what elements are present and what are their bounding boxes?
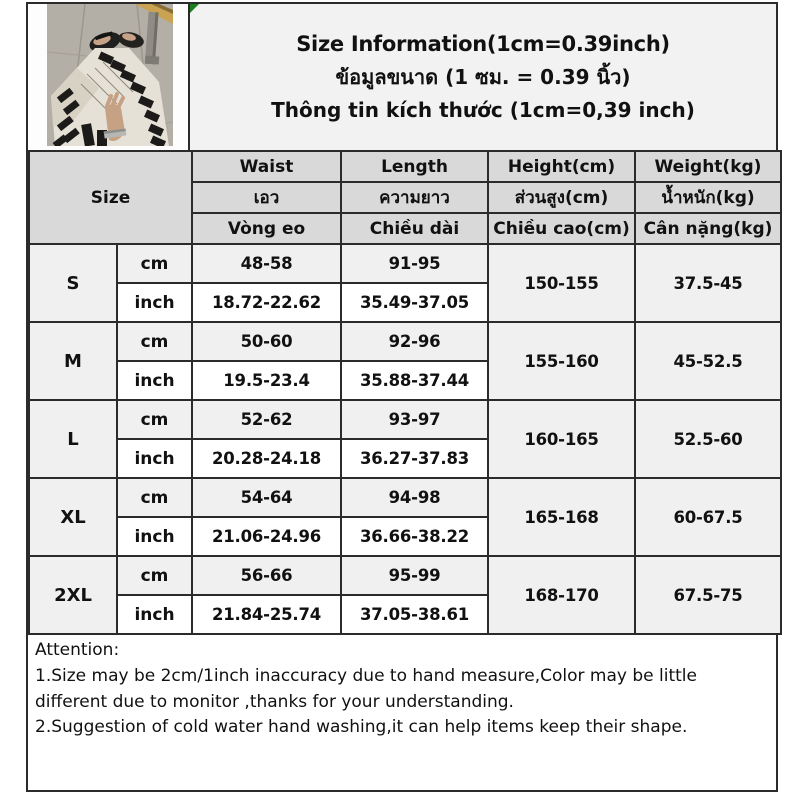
s-height: 150-155 <box>488 244 635 322</box>
s-length-inch: 35.49-37.05 <box>341 283 488 322</box>
col-waist-vi: Vòng eo <box>192 213 341 244</box>
corner-marker-icon <box>190 4 199 13</box>
col-height-vi: Chiều cao(cm) <box>488 213 635 244</box>
unit-cm: cm <box>117 400 192 439</box>
row-l-cm <box>29 400 781 439</box>
unit-inch: inch <box>117 283 192 322</box>
attention-note-2: 2.Suggestion of cold water hand washing,it can help items keep their shape. <box>35 717 688 738</box>
unit-inch: inch <box>117 361 192 400</box>
size-label-2xl: 2XL <box>29 556 117 634</box>
size-label-l: L <box>29 400 117 478</box>
row-2xl-cm <box>29 556 781 595</box>
unit-inch: inch <box>117 517 192 556</box>
2xl-length-cm: 95-99 <box>341 556 488 595</box>
2xl-waist-inch: 21.84-25.74 <box>192 595 341 634</box>
m-waist-cm: 50-60 <box>192 322 341 361</box>
unit-cm: cm <box>117 322 192 361</box>
title-band <box>28 4 776 150</box>
size-label-m: M <box>29 322 117 400</box>
m-length-cm: 92-96 <box>341 322 488 361</box>
attention-heading: Attention: <box>35 640 120 660</box>
m-length-inch: 35.88-37.44 <box>341 361 488 400</box>
s-length-cm: 91-95 <box>341 244 488 283</box>
xl-waist-inch: 21.06-24.96 <box>192 517 341 556</box>
header-row-en <box>29 151 781 182</box>
title-cell <box>190 4 776 150</box>
size-header-cell: Size <box>29 151 192 244</box>
m-waist-inch: 19.5-23.4 <box>192 361 341 400</box>
s-waist-inch: 18.72-22.62 <box>192 283 341 322</box>
l-weight: 52.5-60 <box>635 400 781 478</box>
s-weight: 37.5-45 <box>635 244 781 322</box>
l-waist-cm: 52-62 <box>192 400 341 439</box>
unit-cm: cm <box>117 478 192 517</box>
col-weight-th: น้ำหนัก(kg) <box>635 182 781 213</box>
unit-inch: inch <box>117 439 192 478</box>
attention-note-1: 1.Size may be 2cm/1inch inaccuracy due to hand measure,Color may be little different due to monitor ,thanks for your understanding. <box>35 665 697 712</box>
size-chart-sheet <box>26 2 778 792</box>
xl-waist-cm: 54-64 <box>192 478 341 517</box>
row-xl-cm <box>29 478 781 517</box>
xl-height: 165-168 <box>488 478 635 556</box>
col-waist-th: เอว <box>192 182 341 213</box>
2xl-length-inch: 37.05-38.61 <box>341 595 488 634</box>
col-height-en: Height(cm) <box>488 151 635 182</box>
s-waist-cm: 48-58 <box>192 244 341 283</box>
2xl-height: 168-170 <box>488 556 635 634</box>
l-length-inch: 36.27-37.83 <box>341 439 488 478</box>
xl-weight: 60-67.5 <box>635 478 781 556</box>
title-thai: ข้อมูลขนาด (1 ซม. = 0.39 นิ้ว) <box>335 65 631 89</box>
title-english: Size Information(1cm=0.39inch) <box>296 32 670 56</box>
col-length-en: Length <box>341 151 488 182</box>
unit-cm: cm <box>117 556 192 595</box>
size-label-s: S <box>29 244 117 322</box>
attention-box <box>28 635 776 790</box>
col-waist-en: Waist <box>192 151 341 182</box>
row-s-cm <box>29 244 781 283</box>
col-height-th: ส่วนสูง(cm) <box>488 182 635 213</box>
2xl-weight: 67.5-75 <box>635 556 781 634</box>
unit-inch: inch <box>117 595 192 634</box>
size-label-xl: XL <box>29 478 117 556</box>
l-height: 160-165 <box>488 400 635 478</box>
col-weight-vi: Cân nặng(kg) <box>635 213 781 244</box>
unit-cm: cm <box>117 244 192 283</box>
m-weight: 45-52.5 <box>635 322 781 400</box>
l-waist-inch: 20.28-24.18 <box>192 439 341 478</box>
size-table <box>28 150 782 635</box>
product-photo-cell <box>28 4 190 150</box>
xl-length-inch: 36.66-38.22 <box>341 517 488 556</box>
l-length-cm: 93-97 <box>341 400 488 439</box>
2xl-waist-cm: 56-66 <box>192 556 341 595</box>
col-length-vi: Chiều dài <box>341 213 488 244</box>
title-vietnamese: Thông tin kích thước (1cm=0,39 inch) <box>271 98 695 122</box>
col-weight-en: Weight(kg) <box>635 151 781 182</box>
col-length-th: ความยาว <box>341 182 488 213</box>
product-photo <box>47 4 173 146</box>
xl-length-cm: 94-98 <box>341 478 488 517</box>
m-height: 155-160 <box>488 322 635 400</box>
row-m-cm <box>29 322 781 361</box>
